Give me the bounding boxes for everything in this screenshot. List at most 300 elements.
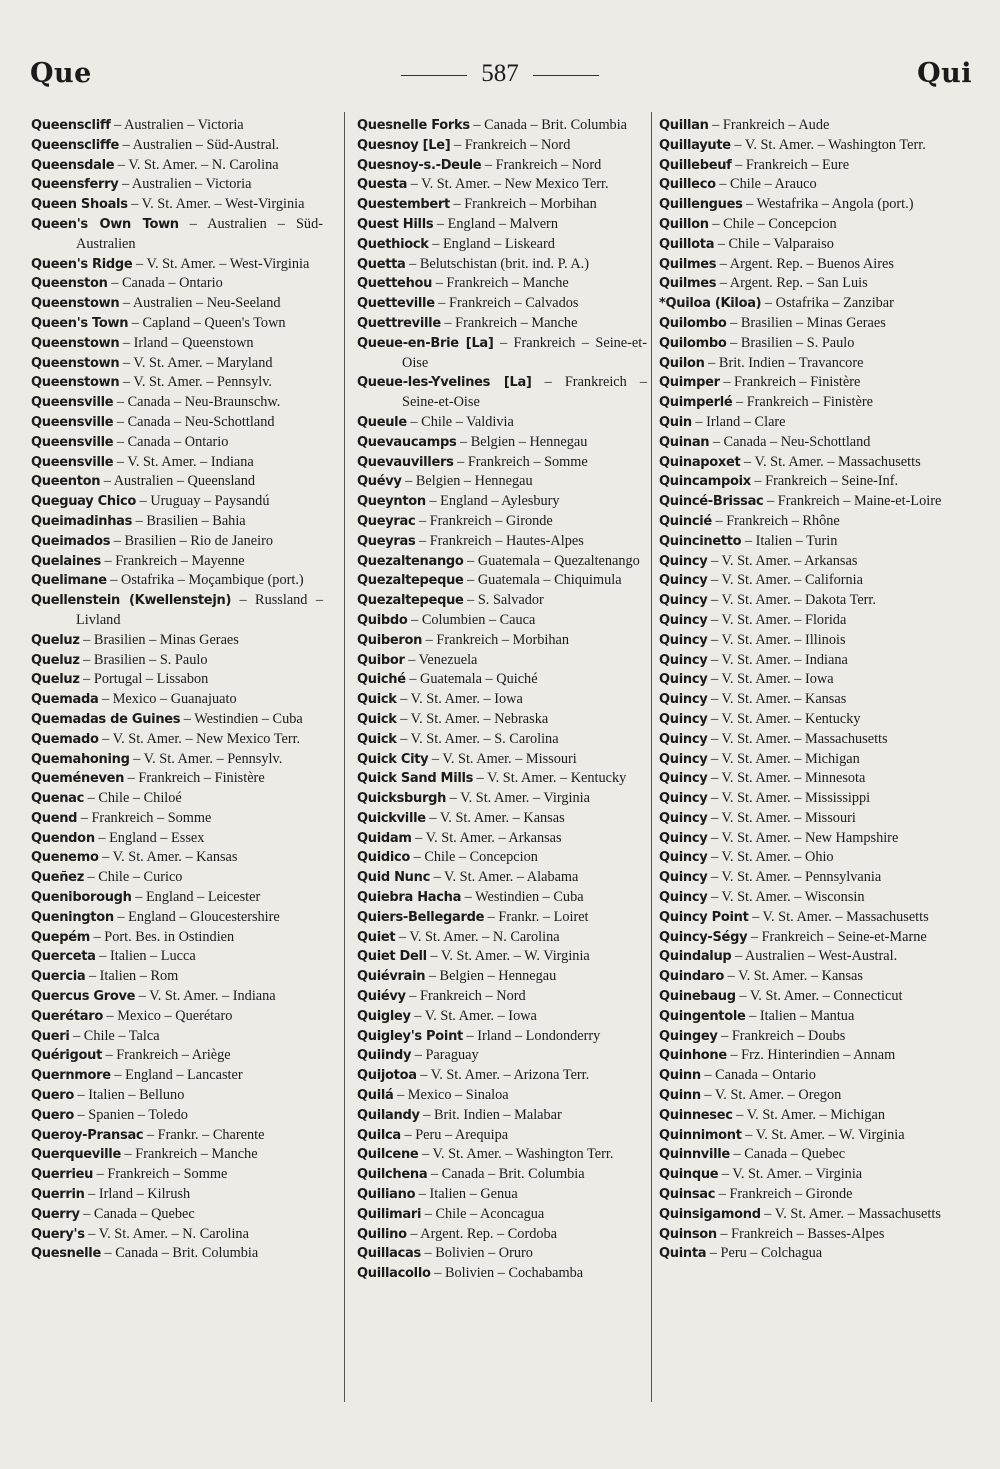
entry-place-name: Quethiock xyxy=(357,236,429,252)
entry-location: – V. St. Amer. – Virginia xyxy=(446,790,590,807)
entry-location: – Irland – Londonderry xyxy=(462,1027,601,1044)
gazetteer-entry xyxy=(659,1145,953,1165)
entry-location: – Chile – Valdivia xyxy=(406,413,514,430)
entry-place-name: Quincy xyxy=(659,553,708,569)
entry-location: – Spanien – Toledo xyxy=(73,1106,188,1123)
gazetteer-entry xyxy=(31,1185,323,1205)
entry-location: – Frankr. – Loiret xyxy=(484,908,589,925)
entry-place-name: Quicksburgh xyxy=(357,791,447,807)
gazetteer-entry xyxy=(31,472,323,492)
entry-place-name: Queroy-Pransac xyxy=(31,1127,144,1143)
column-divider-1 xyxy=(344,112,345,1402)
gazetteer-entry xyxy=(357,1264,647,1284)
entry-place-name: Quidico xyxy=(357,850,411,866)
gazetteer-entry xyxy=(357,908,647,928)
entry-place-name: Queensville xyxy=(31,454,114,470)
entry-place-name: Quellenstein (Kwellenstejn) xyxy=(31,593,232,609)
gazetteer-entry xyxy=(31,255,323,275)
gazetteer-entry xyxy=(357,1185,647,1205)
entry-location: – V. St. Amer. – Kansas xyxy=(98,849,238,866)
entry-place-name: Quick xyxy=(357,692,397,708)
entry-place-name: Quercia xyxy=(31,969,86,985)
gazetteer-entry xyxy=(659,868,953,888)
entry-place-name: Queensville xyxy=(31,414,114,430)
gazetteer-entry xyxy=(659,552,953,572)
entry-place-name: Quincy xyxy=(659,711,708,727)
entry-location: – Guatemala – Quiché xyxy=(405,671,538,688)
entry-location: – Westindien – Cuba xyxy=(180,710,303,727)
entry-place-name: Quillacollo xyxy=(357,1266,431,1282)
entry-place-name: Quinnesec xyxy=(659,1107,733,1123)
entry-place-name: Quillota xyxy=(659,236,715,252)
gazetteer-entry xyxy=(31,631,323,651)
gazetteer-entry xyxy=(357,611,647,631)
entry-place-name: Quindaro xyxy=(659,969,725,985)
gazetteer-entry xyxy=(357,591,647,611)
gazetteer-entry xyxy=(357,987,647,1007)
entry-place-name: Quincy xyxy=(659,692,708,708)
entry-place-name: Quincy xyxy=(659,850,708,866)
gazetteer-entry xyxy=(357,532,647,552)
gazetteer-entry xyxy=(659,987,953,1007)
entry-place-name: Quest Hills xyxy=(357,216,434,232)
entry-place-name: Quettreville xyxy=(357,315,441,331)
gazetteer-entry xyxy=(659,195,953,215)
entry-place-name: Quillon xyxy=(659,216,709,232)
entry-location: – Canada – Quebec xyxy=(79,1205,195,1222)
entry-place-name: Quezaltepeque xyxy=(357,593,464,609)
entry-place-name: Quiberon xyxy=(357,632,423,648)
gazetteer-entry xyxy=(659,156,953,176)
entry-location: – V. St. Amer. – West-Virginia xyxy=(132,255,310,272)
entry-location: – V. St. Amer. – N. Carolina xyxy=(84,1225,249,1242)
entry-location: – Canada – Ontario xyxy=(113,433,229,450)
entry-place-name: Querceta xyxy=(31,949,96,965)
entry-place-name: Quiévrain xyxy=(357,969,426,985)
gazetteer-entry xyxy=(31,274,323,294)
entry-location: – Frankreich – Nord xyxy=(481,156,602,173)
gazetteer-entry xyxy=(31,1086,323,1106)
entry-location: – Frankreich – Morbihan xyxy=(449,196,597,213)
entry-place-name: Questa xyxy=(357,177,408,193)
entry-place-name: Queen's Ridge xyxy=(31,256,133,272)
gazetteer-entry xyxy=(31,868,323,888)
entry-location: – Venezuela xyxy=(404,651,478,668)
gazetteer-entry xyxy=(357,433,647,453)
entry-place-name: Quilchena xyxy=(357,1167,428,1183)
entry-location: – Chile – Talca xyxy=(69,1027,160,1044)
entry-location: – V. St. Amer. – S. Carolina xyxy=(396,730,559,747)
entry-place-name: Quernmore xyxy=(31,1068,111,1084)
entry-location: – V. St. Amer. – West-Virginia xyxy=(127,196,305,213)
entry-place-name: Quincy xyxy=(659,830,708,846)
entry-location: – Argent. Rep. – Cordoba xyxy=(406,1225,558,1242)
entry-place-name: Quercus Grove xyxy=(31,989,136,1005)
entry-location: – Frankreich – Seine-Inf. xyxy=(750,473,899,490)
entry-place-name: Quincy xyxy=(659,573,708,589)
gazetteer-entry xyxy=(357,789,647,809)
entry-place-name: Queenstown xyxy=(31,296,120,312)
entry-place-name: Quemahoning xyxy=(31,751,130,767)
gazetteer-entry xyxy=(31,848,323,868)
entry-location: – V. St. Amer. – Arkansas xyxy=(707,552,858,569)
entry-location: – V. St. Amer. – Washington Terr. xyxy=(730,136,926,153)
gazetteer-entry xyxy=(31,571,323,591)
entry-place-name: Queenstown xyxy=(31,355,120,371)
entry-place-name: Quiévy xyxy=(357,989,406,1005)
gazetteer-entry xyxy=(31,928,323,948)
entry-place-name: Quiers-Bellegarde xyxy=(357,909,485,925)
entry-place-name: Quilcene xyxy=(357,1147,419,1163)
entry-location: – England – Aylesbury xyxy=(425,493,560,510)
gazetteer-entry xyxy=(357,631,647,651)
entry-place-name: Quigley xyxy=(357,1008,411,1024)
entry-place-name: Quilmes xyxy=(659,256,717,272)
entry-location: – Frankreich – Ariège xyxy=(102,1047,231,1064)
entry-location: – Brit. Indien – Malabar xyxy=(419,1106,562,1123)
gazetteer-entry xyxy=(31,116,323,136)
entry-place-name: Quickville xyxy=(357,810,426,826)
entry-place-name: Quiet Dell xyxy=(357,949,427,965)
gazetteer-entry xyxy=(357,255,647,275)
entry-place-name: Quimperlé xyxy=(659,395,733,411)
entry-location: – Uruguay – Paysandú xyxy=(136,493,270,510)
entry-location: – V. St. Amer. – Virginia xyxy=(718,1166,863,1183)
entry-place-name: Quesnoy-s.-Deule xyxy=(357,157,482,173)
gazetteer-entry xyxy=(659,947,953,967)
gazetteer-entry xyxy=(659,730,953,750)
gazetteer-entry xyxy=(357,769,647,789)
gazetteer-entry xyxy=(357,947,647,967)
entry-location: – V. St. Amer. – Maryland xyxy=(119,354,273,371)
entry-place-name: Quincy xyxy=(659,890,708,906)
gazetteer-entry xyxy=(31,670,323,690)
gazetteer-entry xyxy=(31,532,323,552)
gazetteer-entry xyxy=(31,1046,323,1066)
gazetteer-entry xyxy=(659,453,953,473)
gazetteer-entry xyxy=(357,294,647,314)
gazetteer-entry xyxy=(659,789,953,809)
entry-place-name: Quinn xyxy=(659,1068,701,1084)
entry-place-name: Quick City xyxy=(357,751,429,767)
entry-location: – Australien – Victoria xyxy=(118,176,252,193)
gazetteer-entry xyxy=(357,750,647,770)
gazetteer-entry xyxy=(31,373,323,393)
entry-place-name: Quesnoy [Le] xyxy=(357,137,451,153)
gazetteer-entry xyxy=(659,809,953,829)
entry-location: – Australien – Queensland xyxy=(100,473,256,490)
entry-location: – V. St. Amer. – Indiana xyxy=(135,988,276,1005)
gazetteer-entry xyxy=(357,453,647,473)
gazetteer-entry xyxy=(31,690,323,710)
entry-location: – Australien – West-Austral. xyxy=(731,948,898,965)
entry-location: – V. St. Amer. – Pennsylv. xyxy=(119,374,273,391)
entry-place-name: Quilca xyxy=(357,1127,401,1143)
gazetteer-entry xyxy=(659,1106,953,1126)
gazetteer-entry xyxy=(357,235,647,255)
entry-location: – Westafrika – Angola (port.) xyxy=(742,196,914,213)
gazetteer-entry xyxy=(357,334,647,374)
gazetteer-entry xyxy=(659,255,953,275)
entry-location: – V. St. Amer. – Kentucky xyxy=(707,710,861,727)
gazetteer-entry xyxy=(659,848,953,868)
entry-place-name: Quilimari xyxy=(357,1206,422,1222)
gazetteer-entry xyxy=(357,136,647,156)
entry-place-name: Quesnelle xyxy=(31,1246,101,1262)
gazetteer-entry xyxy=(659,750,953,770)
gazetteer-entry xyxy=(659,1205,953,1225)
entry-place-name: Queñez xyxy=(31,870,84,886)
gazetteer-entry xyxy=(357,195,647,215)
entry-location: – Chile – Concepcion xyxy=(708,215,837,232)
entry-place-name: Quijotoa xyxy=(357,1068,417,1084)
entry-place-name: Quillacas xyxy=(357,1246,421,1262)
gazetteer-entry xyxy=(357,1046,647,1066)
entry-location: – Chile – Valparaiso xyxy=(714,235,834,252)
entry-place-name: *Quiloa (Kiloa) xyxy=(659,296,762,312)
entry-place-name: Queynton xyxy=(357,494,426,510)
gazetteer-entry xyxy=(659,1007,953,1027)
entry-place-name: Quezaltenango xyxy=(357,553,464,569)
entry-location: – Belgien – Hennegau xyxy=(456,433,588,450)
entry-place-name: Quincy-Ségy xyxy=(659,929,748,945)
entry-place-name: Quemadas de Guines xyxy=(31,711,181,727)
gazetteer-entry xyxy=(357,1086,647,1106)
entry-location: – V. St. Amer. – Michigan xyxy=(732,1106,886,1123)
entry-location: – V. St. Amer. – Minnesota xyxy=(707,770,866,787)
page-number: 587 xyxy=(481,60,519,87)
entry-place-name: Quévy xyxy=(357,474,402,490)
gazetteer-entry xyxy=(659,651,953,671)
entry-place-name: Quibdo xyxy=(357,612,408,628)
entry-location: – Belutschistan (brit. ind. P. A.) xyxy=(405,255,590,272)
entry-location: – Frankreich – Finistère xyxy=(124,770,265,787)
gazetteer-entry xyxy=(357,967,647,987)
entry-place-name: Queue-les-Yvelines [La] xyxy=(357,375,532,391)
entry-place-name: Quillan xyxy=(659,118,709,133)
gazetteer-entry xyxy=(357,848,647,868)
gazetteer-entry xyxy=(659,611,953,631)
gazetteer-entry xyxy=(31,651,323,671)
gazetteer-entry xyxy=(31,1244,323,1264)
entry-place-name: Quincy xyxy=(659,612,708,628)
entry-place-name: Queule xyxy=(357,414,407,430)
entry-place-name: Querrieu xyxy=(31,1167,94,1183)
gazetteer-entry xyxy=(659,215,953,235)
gazetteer-entry xyxy=(357,651,647,671)
entry-place-name: Queenscliff xyxy=(31,118,111,133)
entry-location: – Italien – Rom xyxy=(85,968,179,985)
entry-place-name: Queue-en-Brie [La] xyxy=(357,335,494,351)
gazetteer-entry xyxy=(31,294,323,314)
entry-location: – Irland – Queenstown xyxy=(119,334,254,351)
entry-location: – V. St. Amer. – Alabama xyxy=(430,869,579,886)
gazetteer-entry xyxy=(659,136,953,156)
entry-place-name: Queri xyxy=(31,1028,70,1044)
entry-place-name: Quinson xyxy=(659,1226,717,1242)
gazetteer-entry xyxy=(357,809,647,829)
entry-place-name: Quinnimont xyxy=(659,1127,742,1143)
entry-location: – Frankreich – Mayenne xyxy=(100,552,245,569)
entry-location: – Paraguay xyxy=(411,1047,479,1064)
entry-place-name: Quettehou xyxy=(357,276,433,292)
header-rule-right xyxy=(533,75,599,76)
gazetteer-entry xyxy=(357,274,647,294)
entry-location: – Frankreich – Manche xyxy=(440,314,578,331)
entry-location: – V. St. Amer. – Iowa xyxy=(396,691,523,708)
entry-location: – Italien – Turin xyxy=(741,532,838,549)
entry-place-name: Quick xyxy=(357,731,397,747)
entry-location: – Peru – Arequipa xyxy=(400,1126,509,1143)
entry-location: – Canada – Neu-Braunschw. xyxy=(113,394,281,411)
entry-location: – V. St. Amer. – Kansas xyxy=(707,691,847,708)
entry-place-name: Queen's Town xyxy=(31,315,129,331)
entry-location: – Brasilien – Minas Geraes xyxy=(79,631,239,648)
gazetteer-entry xyxy=(357,1126,647,1146)
entry-location: – V. St. Amer. – Nebraska xyxy=(396,710,549,727)
entry-place-name: Quiet xyxy=(357,929,396,945)
entry-location: – Italien – Genua xyxy=(415,1186,518,1203)
gazetteer-entry xyxy=(31,453,323,473)
gazetteer-entry xyxy=(659,1126,953,1146)
entry-place-name: Quid Nunc xyxy=(357,870,430,886)
entry-location: – V. St. Amer. – Oregon xyxy=(700,1087,842,1104)
entry-place-name: Quiliano xyxy=(357,1187,416,1203)
gazetteer-entry xyxy=(31,314,323,334)
entry-location: – Chile – Arauco xyxy=(715,176,817,193)
entry-location: – Brit. Indien – Travancore xyxy=(704,354,864,371)
entry-place-name: Questembert xyxy=(357,197,450,213)
entry-location: – Belgien – Hennegau xyxy=(425,968,557,985)
entry-location: – Canada – Ontario xyxy=(700,1067,816,1084)
gazetteer-entry xyxy=(31,829,323,849)
gazetteer-entry xyxy=(357,670,647,690)
entry-place-name: Quin xyxy=(659,414,692,430)
entry-location: – Belgien – Hennegau xyxy=(401,473,533,490)
entry-location: – Frankreich – Nord xyxy=(450,136,571,153)
entry-place-name: Quincy xyxy=(659,593,708,609)
entry-place-name: Queensferry xyxy=(31,177,119,193)
gazetteer-entry xyxy=(31,413,323,433)
gazetteer-entry xyxy=(31,947,323,967)
entry-location: – Frankreich – Seine-et-Marne xyxy=(747,928,927,945)
entry-location: – Brasilien – S. Paulo xyxy=(79,651,208,668)
entry-location: – V. St. Amer. – Indiana xyxy=(113,453,254,470)
entry-place-name: Quevaucamps xyxy=(357,434,457,450)
entry-place-name: Quevauvillers xyxy=(357,454,454,470)
entry-place-name: Querry xyxy=(31,1206,80,1222)
entry-location: – Canada – Brit. Columbia xyxy=(469,117,628,133)
entry-location: – Westindien – Cuba xyxy=(461,889,584,906)
entry-place-name: Quiché xyxy=(357,672,406,688)
entry-location: – V. St. Amer. – Wisconsin xyxy=(707,889,865,906)
entry-location: – V. St. Amer. – Pennsylvania xyxy=(707,869,882,886)
gazetteer-entry xyxy=(357,215,647,235)
entry-location: – Chile – Chiloé xyxy=(84,790,182,807)
entry-place-name: Quiindy xyxy=(357,1048,412,1064)
entry-location: – Frankreich – Somme xyxy=(77,809,212,826)
entry-place-name: Quinapoxet xyxy=(659,454,741,470)
gazetteer-entry xyxy=(357,571,647,591)
gazetteer-entry xyxy=(659,928,953,948)
gazetteer-entry xyxy=(357,710,647,730)
entry-location: – Canada – Quebec xyxy=(729,1146,846,1163)
entry-location: – V. St. Amer. – W. Virginia xyxy=(741,1126,905,1143)
entry-place-name: Quincy xyxy=(659,672,708,688)
entry-place-name: Queensdale xyxy=(31,157,115,173)
gazetteer-entry xyxy=(659,1086,953,1106)
entry-place-name: Quelimane xyxy=(31,573,107,589)
entry-location: – Mexico – Guanajuato xyxy=(98,691,237,708)
gazetteer-entry xyxy=(31,175,323,195)
gazetteer-entry xyxy=(31,552,323,572)
gazetteer-entry xyxy=(659,571,953,591)
entry-place-name: Queyras xyxy=(357,533,416,549)
gazetteer-entry xyxy=(31,1145,323,1165)
gazetteer-entry xyxy=(357,888,647,908)
entry-place-name: Quinsigamond xyxy=(659,1206,761,1222)
entry-place-name: Quezaltepeque xyxy=(357,573,464,589)
gazetteer-entry xyxy=(659,1066,953,1086)
entry-place-name: Quilino xyxy=(357,1226,407,1242)
entry-place-name: Quincé-Brissac xyxy=(659,494,764,510)
entry-place-name: Quinsac xyxy=(659,1187,716,1203)
gazetteer-entry xyxy=(659,908,953,928)
entry-place-name: Quemada xyxy=(31,692,99,708)
entry-place-name: Quepém xyxy=(31,929,90,945)
entry-location: – Bolivien – Cochabamba xyxy=(430,1265,584,1282)
entry-place-name: Quenac xyxy=(31,791,85,807)
entry-place-name: Quincy xyxy=(659,771,708,787)
entry-location: – England – Essex xyxy=(94,829,205,846)
gazetteer-entry xyxy=(31,730,323,750)
entry-place-name: Queensville xyxy=(31,395,114,411)
gazetteer-entry xyxy=(659,591,953,611)
entry-location: – V. St. Amer. – Michigan xyxy=(707,750,860,767)
entry-place-name: Quinebaug xyxy=(659,989,736,1005)
entry-location: – Mexico – Sinaloa xyxy=(393,1087,509,1104)
gazetteer-entry xyxy=(659,274,953,294)
gazetteer-entry xyxy=(357,1027,647,1047)
gazetteer-entry xyxy=(357,314,647,334)
entry-location: – V. St. Amer. – W. Virginia xyxy=(426,948,590,965)
entry-location: – V. St. Amer. – Missouri xyxy=(707,809,856,826)
gazetteer-entry xyxy=(31,750,323,770)
entry-place-name: Quenington xyxy=(31,909,114,925)
entry-location: – Frankreich – Seine-et-Oise xyxy=(402,334,647,371)
gazetteer-entry xyxy=(659,631,953,651)
entry-location: – Frankreich – Finistère xyxy=(732,394,873,411)
entry-location: – V. St. Amer. – Kentucky xyxy=(473,770,627,787)
entry-location: – V. St. Amer. – New Mexico Terr. xyxy=(98,730,301,747)
entry-location: – V. St. Amer. – Massachusetts xyxy=(707,730,888,747)
entry-location: – V. St. Amer. – New Mexico Terr. xyxy=(407,176,609,193)
entry-place-name: Querrin xyxy=(31,1187,85,1203)
entry-location: – Chile – Aconcagua xyxy=(421,1205,545,1222)
entry-place-name: Quincy xyxy=(659,751,708,767)
entry-location: – Bolivien – Oruro xyxy=(420,1245,533,1262)
entry-location: – V. St. Amer. – Connecticut xyxy=(735,988,903,1005)
gazetteer-entry xyxy=(659,175,953,195)
entry-location: – V. St. Amer. – Dakota Terr. xyxy=(707,592,876,609)
entry-location: – Frankreich – Basses-Alpes xyxy=(716,1225,885,1242)
gazetteer-entry xyxy=(659,116,953,136)
entry-location: – Columbien – Cauca xyxy=(407,611,536,628)
entry-location: – Frankreich – Gironde xyxy=(415,512,553,529)
entry-location: – Frankreich – Calvados xyxy=(434,295,579,312)
gazetteer-entry xyxy=(659,1027,953,1047)
entry-place-name: Quemado xyxy=(31,731,99,747)
